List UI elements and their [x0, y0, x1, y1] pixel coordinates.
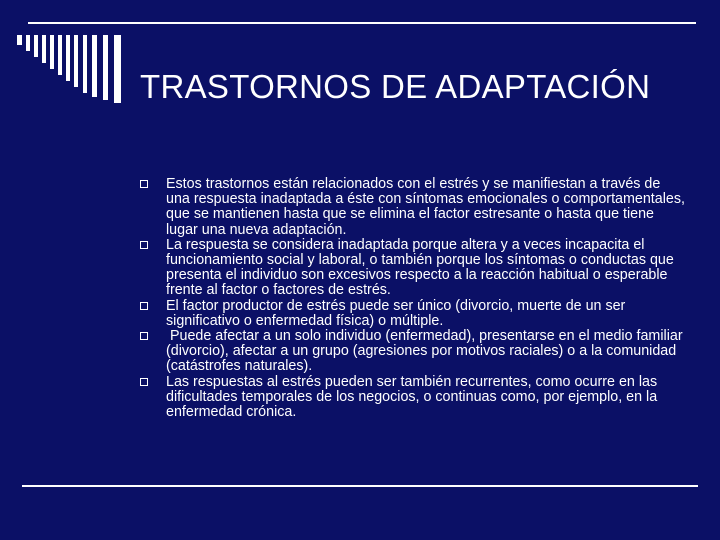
bullet-item: [140, 177, 685, 238]
slide-title: TRASTORNOS DE ADAPTACIÓN: [140, 68, 651, 105]
top-divider-line: [28, 22, 696, 24]
bullet-list: [140, 177, 685, 420]
bullet-text: Estos trastornos están relacionados con el estrés y se manifiestan a través de una respuesta inadaptada a éste con síntomas emocionales o comportamentales, que se mantienen hasta que se elimina el factor estresante o hasta que tiene lugar una nueva adaptación.: [166, 176, 685, 238]
decorative-bars: [17, 35, 122, 105]
bottom-divider-line: [22, 485, 698, 487]
bullet-item: [140, 238, 685, 299]
hollow-square-icon: [140, 302, 148, 310]
bullet-text: Puede afectar a un solo individuo (enfermedad), presentarse en el medio familiar (divorcio), afectar a un grupo (agresiones por motivos raciales) o a la comunidad (catástrofes naturales).: [166, 328, 687, 375]
hollow-square-icon: [140, 378, 148, 386]
bullet-item: [140, 375, 685, 421]
hollow-square-icon: [140, 332, 148, 340]
hollow-square-icon: [140, 241, 148, 249]
bullet-text: Las respuestas al estrés pueden ser también recurrentes, como ocurre en las dificultades temporales de los negocios, o continuas como, por ejemplo, en la enfermedad crónica.: [166, 373, 658, 421]
bullet-item: [140, 329, 685, 375]
bullet-text: El factor productor de estrés puede ser único (divorcio, muerte de un ser significativo o enfermedad física) o múltiple.: [166, 297, 626, 329]
bullet-item: [140, 299, 685, 329]
hollow-square-icon: [140, 180, 148, 188]
bullet-text: La respuesta se considera inadaptada porque altera y a veces incapacita el funcionamiento social y laboral, o también porque los síntomas o conductas que presenta el individuo son excesivos respecto a la reacción habitual o esperable frente al factor o factores de estrés.: [166, 236, 674, 299]
